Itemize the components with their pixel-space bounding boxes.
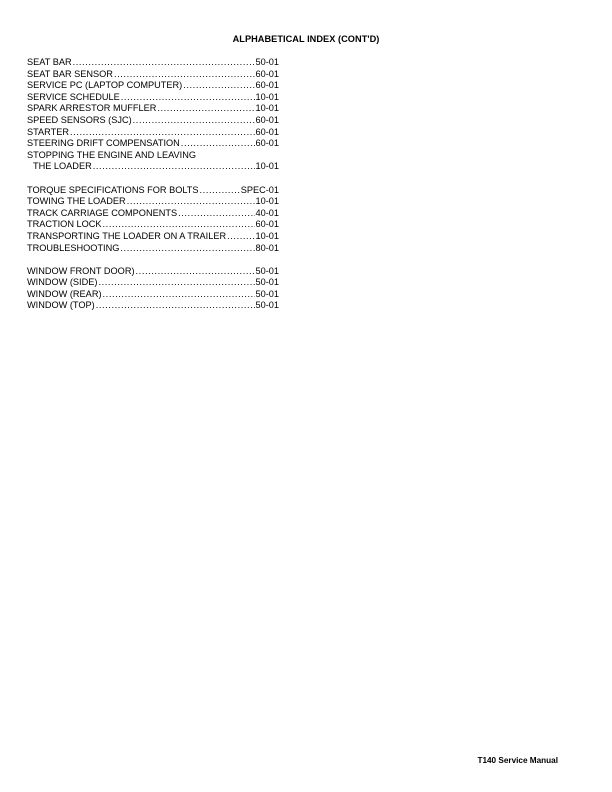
entry-label: TRANSPORTING THE LOADER ON A TRAILER bbox=[27, 230, 227, 241]
index-entry[interactable] bbox=[27, 231, 279, 243]
dot-leader bbox=[183, 80, 254, 92]
dot-leader bbox=[181, 138, 255, 150]
entry-label: TRACTION LOCK bbox=[27, 219, 102, 230]
index-entry[interactable] bbox=[27, 92, 279, 104]
entry-page: 10-01 bbox=[255, 91, 279, 102]
entry-label: WINDOW (SIDE) bbox=[27, 277, 98, 288]
dot-leader bbox=[93, 161, 255, 173]
entry-page: 60-01 bbox=[255, 80, 279, 91]
index-entry[interactable] bbox=[27, 300, 279, 312]
entry-label: SEAT BAR bbox=[27, 57, 72, 67]
dot-leader bbox=[157, 103, 254, 115]
dot-leader bbox=[103, 289, 255, 301]
entry-page: 40-01 bbox=[255, 207, 279, 218]
entry-page: 50-01 bbox=[255, 288, 279, 299]
dot-leader bbox=[121, 92, 255, 104]
entry-label: WINDOW (REAR) bbox=[27, 288, 102, 299]
index-entry[interactable] bbox=[27, 185, 279, 197]
entry-label-line1: STOPPING THE ENGINE AND LEAVING bbox=[27, 149, 196, 160]
page-title: ALPHABETICAL INDEX (CONT'D) bbox=[232, 34, 380, 44]
entry-label: THE LOADER bbox=[33, 161, 92, 172]
entry-page: 10-01 bbox=[255, 161, 279, 172]
alphabetical-index-list bbox=[27, 57, 279, 324]
index-entry[interactable] bbox=[27, 127, 279, 139]
footer-manual-title: T140 Service Manual bbox=[477, 756, 558, 765]
entry-page: 50-01 bbox=[255, 265, 279, 276]
index-group-w bbox=[27, 266, 279, 312]
entry-page: 50-01 bbox=[255, 57, 279, 67]
dot-leader bbox=[73, 57, 255, 69]
index-entry[interactable] bbox=[27, 208, 279, 220]
entry-label: SPEED SENSORS (SJC) bbox=[27, 114, 132, 125]
index-entry[interactable] bbox=[27, 243, 279, 255]
index-entry[interactable] bbox=[27, 219, 279, 231]
index-entry[interactable] bbox=[27, 103, 279, 115]
entry-page: 60-01 bbox=[255, 114, 279, 125]
entry-label: SPARK ARRESTOR MUFFLER bbox=[27, 103, 157, 114]
entry-page: 10-01 bbox=[255, 230, 279, 241]
dot-leader bbox=[133, 115, 255, 127]
dot-leader bbox=[120, 243, 254, 255]
index-group-s bbox=[27, 57, 279, 173]
entry-label: WINDOW (TOP) bbox=[27, 300, 95, 311]
entry-label: STEERING DRIFT COMPENSATION bbox=[27, 138, 180, 149]
entry-label: TROUBLESHOOTING bbox=[27, 242, 120, 253]
index-entry[interactable] bbox=[27, 69, 279, 81]
index-entry[interactable] bbox=[27, 138, 279, 150]
dot-leader bbox=[98, 277, 254, 289]
dot-leader bbox=[103, 219, 255, 231]
entry-page: 60-01 bbox=[255, 126, 279, 137]
entry-page: 60-01 bbox=[255, 68, 279, 79]
index-entry[interactable] bbox=[27, 115, 279, 127]
entry-page: 50-01 bbox=[255, 300, 279, 311]
entry-label: SERVICE SCHEDULE bbox=[27, 91, 120, 102]
entry-label: TRACK CARRIAGE COMPONENTS bbox=[27, 207, 178, 218]
entry-label: SEAT BAR SENSOR bbox=[27, 68, 113, 79]
index-entry[interactable] bbox=[27, 277, 279, 289]
index-entry[interactable] bbox=[27, 266, 279, 278]
index-entry[interactable] bbox=[27, 161, 279, 173]
dot-leader bbox=[136, 266, 255, 278]
dot-leader bbox=[200, 185, 240, 197]
entry-label: SERVICE PC (LAPTOP COMPUTER) bbox=[27, 80, 183, 91]
dot-leader bbox=[178, 208, 254, 220]
index-group-t bbox=[27, 185, 279, 255]
index-entry[interactable] bbox=[27, 196, 279, 208]
entry-page: 80-01 bbox=[255, 242, 279, 253]
dot-leader bbox=[70, 127, 254, 139]
entry-page: 60-01 bbox=[255, 138, 279, 149]
dot-leader bbox=[96, 300, 255, 312]
entry-label: STARTER bbox=[27, 126, 70, 137]
entry-label: WINDOW FRONT DOOR) bbox=[27, 265, 135, 276]
entry-page: SPEC-01 bbox=[240, 184, 279, 195]
dot-leader bbox=[227, 231, 254, 243]
entry-page: 10-01 bbox=[255, 103, 279, 114]
entry-page: 10-01 bbox=[255, 196, 279, 207]
index-entry[interactable] bbox=[27, 80, 279, 92]
entry-label: TORQUE SPECIFICATIONS FOR BOLTS bbox=[27, 184, 199, 195]
index-entry[interactable] bbox=[27, 289, 279, 301]
entry-page: 60-01 bbox=[255, 219, 279, 230]
dot-leader bbox=[114, 69, 255, 81]
entry-page: 50-01 bbox=[255, 277, 279, 288]
entry-label: TOWING THE LOADER bbox=[27, 196, 126, 207]
dot-leader bbox=[127, 196, 255, 208]
index-entry[interactable] bbox=[27, 57, 279, 69]
